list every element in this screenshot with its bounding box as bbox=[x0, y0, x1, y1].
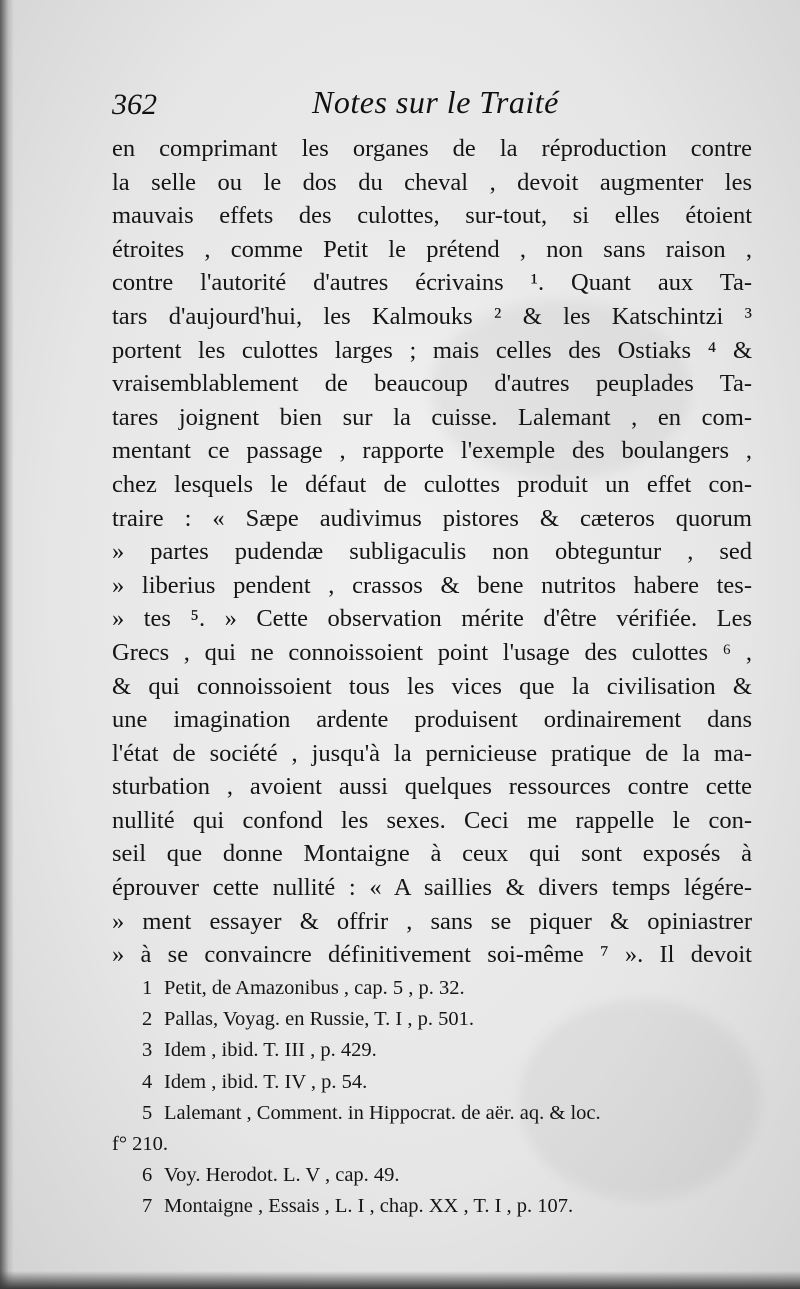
footnote-text: Petit, de Amazonibus , cap. 5 , p. 32. bbox=[164, 977, 465, 999]
footnote-number: 7 bbox=[142, 1195, 153, 1218]
running-title: Notes sur le Traité bbox=[312, 84, 559, 120]
text-line: sturbation , avoient aussi quelques ressources contre cette bbox=[112, 773, 752, 801]
footnote-number: 4 bbox=[142, 1070, 153, 1093]
text-line: » partes pudendæ subligaculis non obteguntur , sed bbox=[112, 538, 752, 566]
main-text bbox=[112, 132, 752, 972]
footnote-text: f° 210. bbox=[112, 1132, 169, 1155]
text-line: la selle ou le dos du cheval , devoit augmenter les bbox=[112, 168, 752, 196]
text-line: » ment essayer & offrir , sans se piquer & opiniastrer bbox=[112, 907, 752, 935]
footnote bbox=[112, 973, 752, 1004]
text-line: en comprimant les organes de la réproduction contre bbox=[112, 135, 752, 162]
text-line: éprouver cette nullité : « A saillies & divers temps légére- bbox=[112, 874, 752, 902]
text-line: une imagination ardente produisent ordinairement dans bbox=[112, 706, 752, 734]
text-line: portent les culottes larges ; mais celles des Ostiaks ⁴ & bbox=[112, 336, 752, 364]
page-bottom-shadow bbox=[0, 1271, 800, 1289]
text-line: nullité qui confond les sexes. Ceci me rappelle le con- bbox=[112, 806, 752, 834]
footnote bbox=[112, 1098, 752, 1129]
text-line: » tes ⁵. » Cette observation mérite d'être vérifiée. Les bbox=[112, 605, 752, 633]
text-line: tares joignent bien sur la cuisse. Lalemant , en com- bbox=[112, 403, 752, 431]
text-line: » liberius pendent , crassos & bene nutritos habere tes- bbox=[112, 571, 752, 599]
footnote-text: Idem , ibid. T. IV , p. 54. bbox=[164, 1070, 368, 1093]
footnote bbox=[112, 1004, 752, 1035]
footnote-text: Pallas, Voyag. en Russie, T. I , p. 501. bbox=[164, 1008, 474, 1031]
footnote-number: 3 bbox=[142, 1039, 153, 1062]
text-line: & qui connoissoient tous les vices que la civilisation & bbox=[112, 672, 752, 700]
text-line: seil que donne Montaigne à ceux qui sont exposés à bbox=[112, 840, 752, 868]
text-line: Grecs , qui ne connoissoient point l'usage des culottes ⁶ , bbox=[112, 638, 752, 666]
footnote-text: Idem , ibid. T. III , p. 429. bbox=[164, 1039, 377, 1062]
footnote bbox=[112, 1160, 752, 1191]
text-line: tars d'aujourd'hui, les Kalmouks ² & les Katschintzi ³ bbox=[112, 302, 752, 330]
footnote-number: 1 bbox=[142, 977, 153, 999]
text-line: l'état de société , jusqu'à la pernicieuse pratique de la ma- bbox=[112, 739, 752, 767]
text-line: mauvais effets des culottes, sur-tout, si elles étoient bbox=[112, 202, 752, 230]
text-line: étroites , comme Petit le prétend , non sans raison , bbox=[112, 235, 752, 263]
page-edge-shadow bbox=[0, 0, 14, 1289]
text-line: traire : « Sæpe audivimus pistores & cæteros quorum bbox=[112, 504, 752, 532]
footnote-number: 6 bbox=[142, 1164, 153, 1187]
footnotes bbox=[112, 973, 752, 1223]
footnote-text: Lalemant , Comment. in Hippocrat. de aër. aq. & loc. bbox=[164, 1101, 601, 1124]
footnote-text: Voy. Herodot. L. V , cap. 49. bbox=[164, 1164, 400, 1187]
footnote-number: 2 bbox=[142, 1008, 153, 1031]
footnote-continuation bbox=[112, 1129, 752, 1160]
footnote-text: Montaigne , Essais , L. I , chap. XX , T. I , p. 107. bbox=[164, 1195, 574, 1218]
text-line: vraisemblablement de beaucoup d'autres peuplades Ta- bbox=[112, 370, 752, 398]
footnote-number: 5 bbox=[142, 1101, 153, 1124]
footnote bbox=[112, 1067, 752, 1098]
text-line: chez lesquels le défaut de culottes produit un effet con- bbox=[112, 470, 752, 498]
footnote bbox=[112, 1191, 752, 1222]
text-line: mentant ce passage , rapporte l'exemple des boulangers , bbox=[112, 437, 752, 465]
page-header bbox=[112, 82, 752, 132]
footnote bbox=[112, 1035, 752, 1066]
text-line: » à se convaincre définitivement soi-même ⁷ ». Il devoit bbox=[112, 941, 752, 969]
text-line: contre l'autorité d'autres écrivains ¹. Quant aux Ta- bbox=[112, 269, 752, 297]
page-number: 362 bbox=[112, 88, 157, 121]
